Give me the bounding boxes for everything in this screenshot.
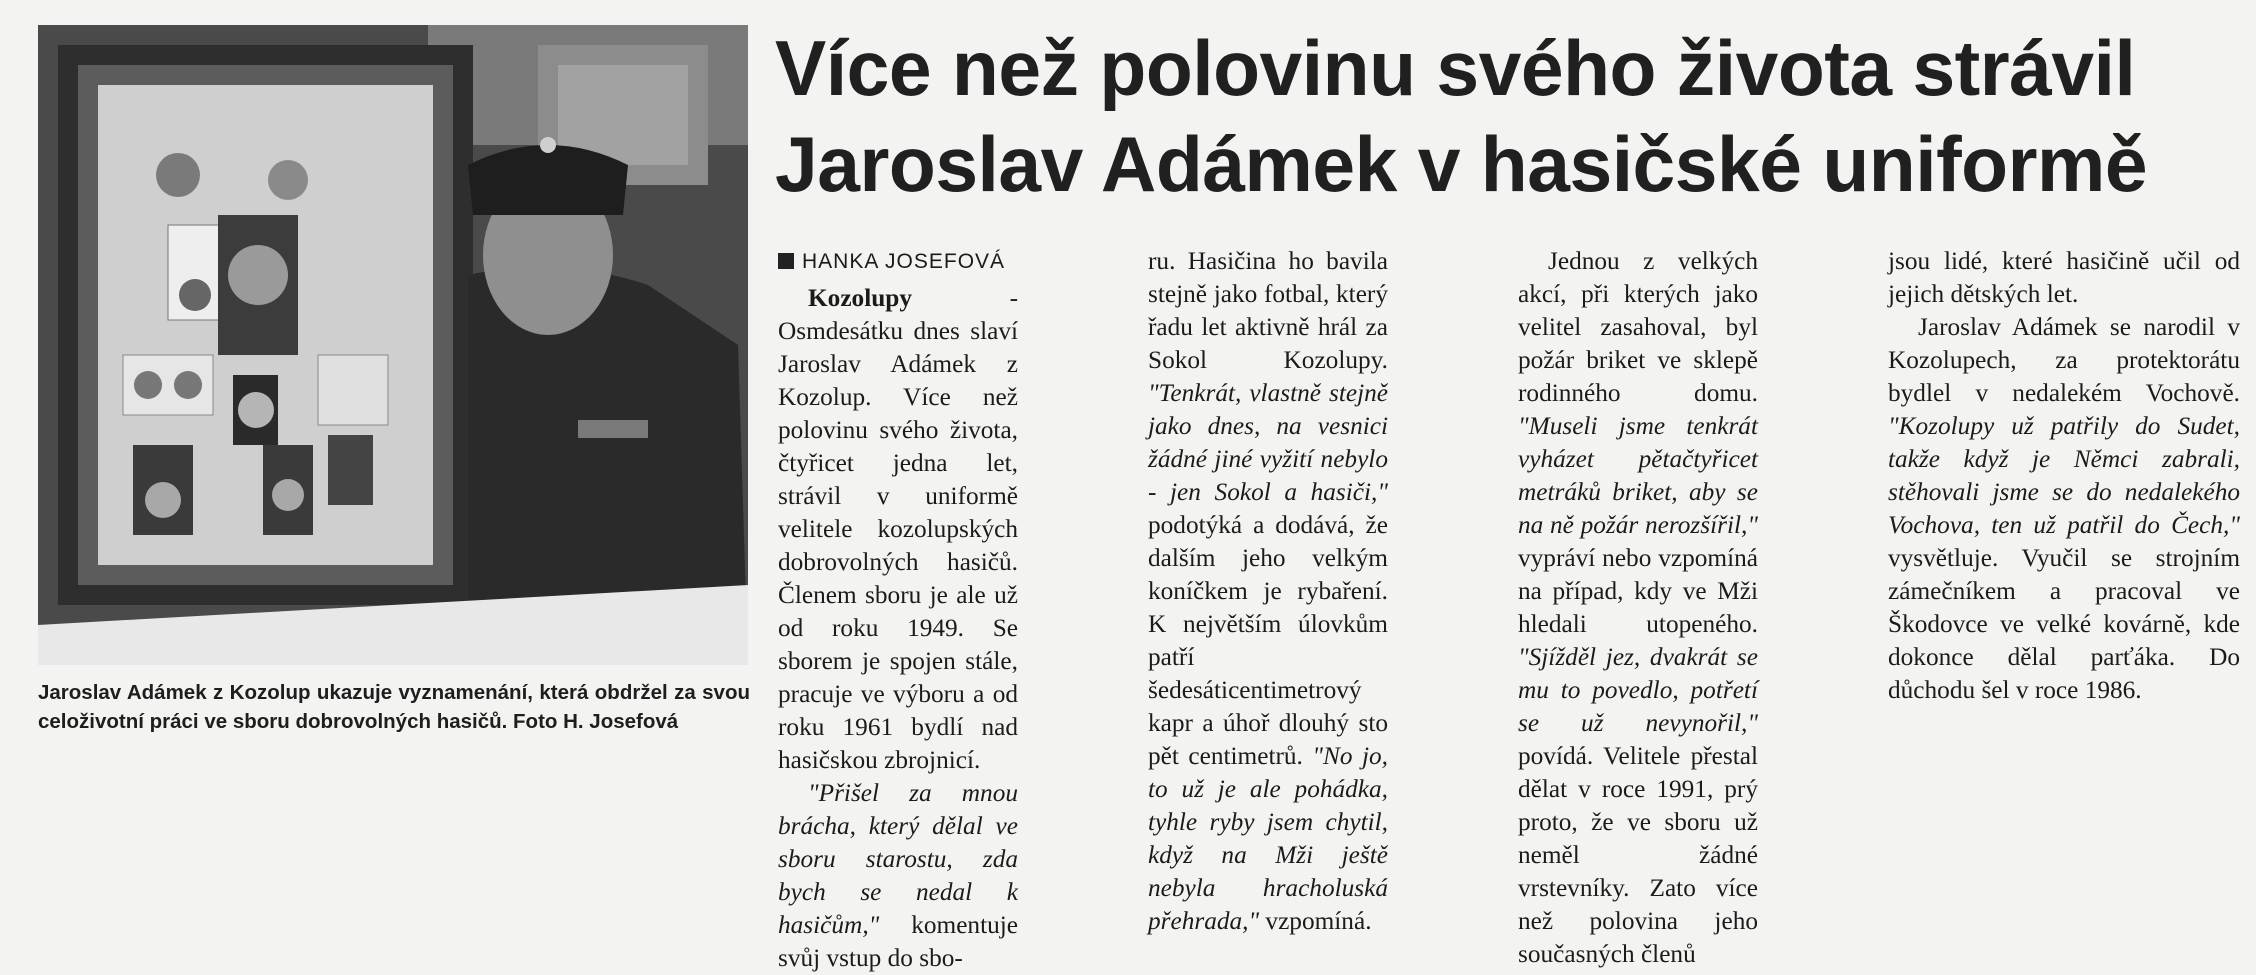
dateline-place: Kozolupy — [808, 284, 913, 312]
paragraph: Kozolupy - Osmdesátku dnes slaví Jaroslav Adámek z Kozolup. Více než polovinu svého života, čtyřicet jedna let, strávil v uniformě velitele kozolupských dobrovolných hasičů. Členem sboru je ale už od roku 1949. Se sborem je spojen stále, pracuje ve výboru a od roku 1961 bydlí nad hasičskou zbrojnicí. — [778, 284, 1018, 774]
article-column-1 — [778, 245, 1018, 975]
quote: "Kozolupy už patřily do Sudet, takže když je Němci zabrali, stěhovali jsme se do nedalekého Vochova, ten už patřil do Čech," — [1888, 412, 2240, 539]
paragraph: Jaroslav Adámek se narodil v Kozolupech, za protektorátu bydlel v nedalekém Vochově. "Kozolupy už patřily do Sudet, takže když je Němci zabrali, stěhovali jsme se do nedalekého Vochova, ten už patřil do Čech," vysvětluje. Vyučil se strojním zámečníkem a pracoval ve Škodovce ve velké kovárně, kde dokonce dělal parťáka. Do důchodu šel v roce 1986. — [1888, 313, 2240, 704]
article-column-3 — [1518, 245, 1758, 971]
byline — [778, 245, 1018, 278]
article-column-2 — [1148, 245, 1388, 938]
quote: "Tenkrát, vlastně stejně jako dnes, na vesnici žádné jiné vyžití nebylo - jen Sokol a hasiči," — [1148, 379, 1388, 506]
paragraph: Jednou z velkých akcí, při kterých jako velitel zasahoval, byl požár briket ve sklepě rodinného domu. "Museli jsme tenkrát vyházet pětačtyřicet metráků briket, aby se na ně požár nerozšířil," vypráví nebo vzpomíná na případ, kdy ve Mži hledali utopeného. "Sjížděl jez, dvakrát se mu to povedlo, potřetí se už nevynořil," povídá. Velitele přestal dělat v roce 1991, prý proto, že ve sboru už neměl žádné vrstevníky. Zato více než polovina jeho současných členů — [1518, 247, 1758, 968]
article-photo — [38, 25, 748, 665]
quote: "No jo, to už je ale pohádka, tyhle ryby jsem chytil, když na Mži ještě nebyla hracholuská přehrada," — [1148, 742, 1388, 935]
headline-line-2: Jaroslav Adámek v hasičské uniformě — [775, 120, 2148, 208]
headline-line-1: Více než polovinu svého života strávil — [775, 24, 2136, 112]
byline-author: HANKA JOSEFOVÁ — [802, 250, 1006, 273]
photo-caption: Jaroslav Adámek z Kozolup ukazuje vyznamenání, která obdržel za svou celoživotní práci ve sboru dobrovolných hasičů. Foto H. Josefová — [38, 681, 750, 733]
byline-square-icon — [778, 253, 794, 269]
quote: "Museli jsme tenkrát vyházet pětačtyřicet metráků briket, aby se na ně požár nerozšířil," — [1518, 412, 1758, 539]
quote: "Sjížděl jez, dvakrát se mu to povedlo, potřetí se už nevynořil," — [1518, 643, 1758, 737]
article-column-4 — [1888, 245, 2240, 707]
quote: "Přišel za mnou brácha, který dělal ve sboru starostu, zda bych se nedal k hasičům," — [778, 779, 1018, 939]
article-headline — [775, 20, 2213, 212]
paragraph: "Přišel za mnou brácha, který dělal ve sboru starostu, zda bych se nedal k hasičům," komentuje svůj vstup do sbo- — [778, 779, 1018, 972]
paragraph: jsou lidé, které hasičině učil od jejich dětských let. — [1888, 247, 2240, 308]
paragraph: ru. Hasičina ho bavila stejně jako fotbal, který řadu let aktivně hrál za Sokol Kozolupy. "Tenkrát, vlastně stejně jako dnes, na vesnici žádné jiné vyžití nebylo - jen Sokol a hasiči," podotýká a dodává, že dalším jeho velkým koníčkem je rybaření. K největším úlovkům patří šedesáticentimetrový kapr a úhoř dlouhý sto pět centimetrů. "No jo, to už je ale pohádka, tyhle ryby jsem chytil, když na Mži ještě nebyla hracholuská přehrada," vzpomíná. — [1148, 247, 1388, 935]
photo-illustration — [38, 25, 748, 665]
